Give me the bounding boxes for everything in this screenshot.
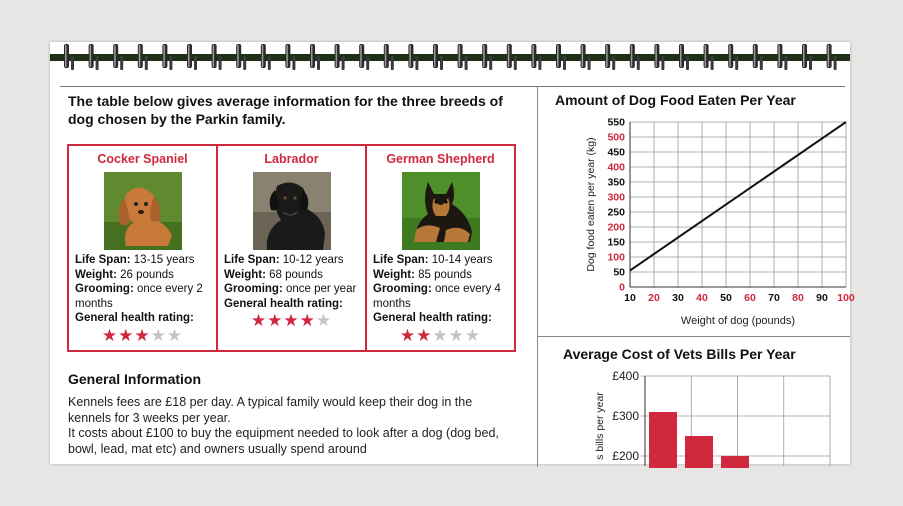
labrador-photo bbox=[253, 172, 331, 250]
x-tick-label: 10 bbox=[624, 292, 636, 304]
binding-ring bbox=[384, 44, 394, 70]
binding-ring bbox=[162, 44, 172, 70]
binding-ring bbox=[261, 44, 271, 70]
breed-name: German Shepherd bbox=[386, 152, 495, 166]
x-tick-label: 40 bbox=[696, 292, 708, 304]
binding-ring bbox=[605, 44, 615, 70]
x-tick-label: 90 bbox=[816, 292, 828, 304]
x-tick-label: 70 bbox=[768, 292, 780, 304]
horizontal-divider bbox=[538, 336, 850, 337]
health-rating-stars bbox=[367, 327, 514, 345]
star-icon: ★ bbox=[150, 325, 167, 345]
y-tick-label: 450 bbox=[607, 146, 625, 159]
binding-ring bbox=[802, 44, 812, 70]
binding-ring bbox=[310, 44, 320, 70]
y-tick-label: 250 bbox=[607, 206, 625, 219]
star-icon: ★ bbox=[464, 325, 482, 345]
food-series-line bbox=[630, 122, 846, 271]
x-axis-label: Weight of dog (pounds) bbox=[680, 315, 796, 327]
star-icon: ★ bbox=[416, 325, 433, 345]
x-tick-label: 30 bbox=[672, 292, 684, 304]
x-tick-label: 100 bbox=[837, 292, 855, 304]
binding-ring bbox=[777, 44, 787, 70]
worksheet-page bbox=[50, 42, 855, 464]
binding-ring bbox=[212, 44, 222, 70]
health-rating-stars bbox=[218, 312, 365, 330]
star-icon: ★ bbox=[448, 325, 465, 345]
binding-ring bbox=[236, 44, 246, 70]
breed-card-labrador bbox=[218, 146, 367, 350]
binding-ring bbox=[556, 44, 566, 70]
breed-card-german-shepherd bbox=[367, 146, 514, 350]
general-info-text bbox=[68, 395, 518, 457]
y-tick-label: £400 bbox=[612, 369, 639, 383]
y-tick-label: 500 bbox=[607, 131, 625, 144]
y-tick-label: 50 bbox=[613, 266, 625, 279]
health-rating-stars bbox=[69, 327, 216, 345]
vets-bar bbox=[685, 436, 713, 468]
binding-ring bbox=[679, 44, 689, 70]
y-tick-label: 200 bbox=[607, 221, 625, 234]
x-tick-label: 80 bbox=[792, 292, 804, 304]
binding-ring bbox=[753, 44, 763, 70]
binding-ring bbox=[654, 44, 664, 70]
binding-ring bbox=[458, 44, 468, 70]
star-icon: ★ bbox=[315, 311, 333, 330]
y-tick-label: 350 bbox=[607, 176, 625, 189]
x-tick-label: 20 bbox=[648, 292, 660, 304]
general-info-heading: General Information bbox=[68, 371, 202, 387]
star-icon: ★ bbox=[118, 325, 135, 345]
binding-ring bbox=[728, 44, 738, 70]
binding-ring bbox=[507, 44, 517, 70]
general-info-paragraph: It costs about £100 to buy the equipment needed to look after a dog (dog bed, bowl, lead, mat etc) and owners usually spend around bbox=[68, 426, 499, 456]
food-chart-title: Amount of Dog Food Eaten Per Year bbox=[555, 92, 796, 108]
star-icon: ★ bbox=[399, 325, 417, 345]
binding-ring bbox=[827, 44, 837, 70]
grooming: Grooming: once every 4 months bbox=[373, 283, 501, 310]
life-span: Life Span: 10-12 years bbox=[224, 254, 344, 266]
y-axis-label: Dog food eaten per year (kg) bbox=[585, 137, 597, 272]
y-tick-label: 150 bbox=[607, 236, 625, 249]
dog-food-line-chart bbox=[578, 110, 855, 330]
binding-ring bbox=[630, 44, 640, 70]
vertical-divider bbox=[537, 87, 538, 467]
y-tick-label: 0 bbox=[619, 281, 625, 294]
vets-chart-title: Average Cost of Vets Bills Per Year bbox=[563, 346, 796, 362]
top-rule bbox=[60, 86, 845, 87]
breed-name: Cocker Spaniel bbox=[97, 152, 188, 166]
binding-ring bbox=[138, 44, 148, 70]
binding-ring bbox=[89, 44, 99, 70]
cocker-spaniel-photo bbox=[104, 172, 182, 250]
binding-ring bbox=[187, 44, 197, 70]
y-tick-label: 550 bbox=[607, 116, 625, 129]
grooming: Grooming: once every 2 months bbox=[75, 283, 203, 310]
y-tick-label: 300 bbox=[607, 191, 625, 204]
life-span: Life Span: 10-14 years bbox=[373, 254, 493, 266]
breed-table bbox=[67, 144, 516, 352]
vets-bills-bar-chart bbox=[565, 366, 835, 466]
binding-ring bbox=[64, 44, 74, 70]
grooming: Grooming: once per year bbox=[224, 283, 357, 295]
binding-ring bbox=[335, 44, 345, 70]
star-icon: ★ bbox=[432, 325, 449, 345]
binding-ring bbox=[581, 44, 591, 70]
binding-ring bbox=[433, 44, 443, 70]
german-shepherd-photo bbox=[402, 172, 480, 250]
binding-ring bbox=[285, 44, 295, 70]
health-rating-label: General health rating: bbox=[224, 297, 343, 310]
binding-ring bbox=[704, 44, 714, 70]
star-icon: ★ bbox=[134, 325, 151, 345]
health-rating-label: General health rating: bbox=[373, 312, 492, 324]
star-icon: ★ bbox=[101, 325, 119, 345]
intro-text: The table below gives average information for the three breeds of dog chosen by the Parkin family. bbox=[68, 93, 503, 127]
weight: Weight: 85 pounds bbox=[373, 268, 472, 281]
weight: Weight: 26 pounds bbox=[75, 268, 174, 281]
vets-bar bbox=[649, 412, 677, 468]
star-icon: ★ bbox=[250, 311, 268, 330]
star-icon: ★ bbox=[299, 311, 316, 330]
binding-ring bbox=[359, 44, 369, 70]
vets-bar bbox=[721, 456, 749, 468]
y-axis-label: s bills per year bbox=[594, 392, 606, 460]
star-icon: ★ bbox=[267, 311, 284, 330]
weight: Weight: 68 pounds bbox=[224, 268, 323, 281]
star-icon: ★ bbox=[283, 311, 300, 330]
y-tick-label: £200 bbox=[612, 449, 639, 463]
star-icon: ★ bbox=[166, 325, 184, 345]
binding-ring bbox=[482, 44, 492, 70]
x-tick-label: 50 bbox=[720, 292, 732, 304]
breed-name: Labrador bbox=[264, 152, 319, 166]
y-tick-label: 400 bbox=[607, 161, 625, 174]
x-tick-label: 60 bbox=[744, 292, 756, 304]
binding-ring bbox=[113, 44, 123, 70]
health-rating-label: General health rating: bbox=[75, 312, 194, 324]
general-info-paragraph: Kennels fees are £18 per day. A typical family would keep their dog in the kennels for 3 weeks per year. bbox=[68, 395, 473, 425]
binding-ring bbox=[408, 44, 418, 70]
spiral-binding bbox=[50, 42, 850, 78]
y-tick-label: £300 bbox=[612, 409, 639, 423]
breed-card-cocker-spaniel bbox=[69, 146, 218, 350]
y-tick-label: 100 bbox=[607, 251, 625, 264]
life-span: Life Span: 13-15 years bbox=[75, 254, 195, 266]
